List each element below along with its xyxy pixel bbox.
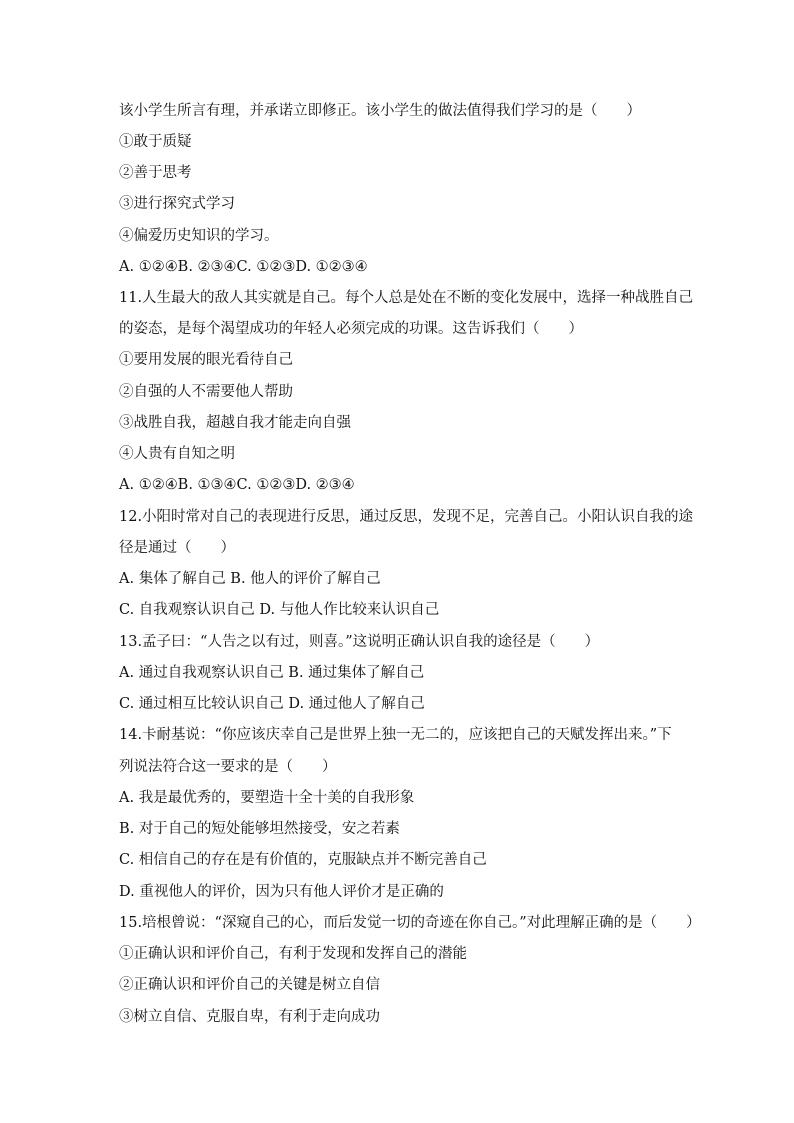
question-10-option-3: ③进行探究式学习 [119,196,235,212]
question-13-choices-ab: A. 通过自我观察认识自己 B. 通过集体了解自己 [119,665,425,681]
question-12-choices-cd: C. 自我观察认识自己 D. 与他人作比较来认识自己 [119,602,440,618]
question-13-choices-cd: C. 通过相互比较认识自己 D. 通过他人了解自己 [119,696,425,712]
question-10-choices: A. ①②④B. ②③④C. ①②③D. ①②③④ [119,259,368,275]
question-14-choice-c: C. 相信自己的存在是有价值的，克服缺点并不断完善自己 [119,852,487,868]
question-14-choice-a: A. 我是最优秀的，要塑造十全十美的自我形象 [119,790,415,806]
question-11-option-2: ②自强的人不需要他人帮助 [119,384,293,400]
question-14-choice-d: D. 重视他人的评价，因为只有他人评价才是正确的 [119,884,444,900]
question-10-option-2: ②善于思考 [119,165,192,181]
question-14-stem-line-2: 列说法符合这一要求的是（ ） [119,759,337,775]
question-13-stem: 13.孟子曰：“人告之以有过，则喜。”这说明正确认识自我的途径是（ ） [119,634,600,650]
question-11-option-1: ①要用发展的眼光看待自己 [119,352,293,368]
question-15-option-2: ②正确认识和评价自己的关键是树立自信 [119,977,380,993]
question-14-stem-line-1: 14.卡耐基说：“你应该庆幸自己是世界上独一无二的，应该把自己的天赋发挥出来。”下 [119,727,672,743]
question-11-option-4: ④人贵有自知之明 [119,446,235,462]
question-11-choices: A. ①②④B. ①③④C. ①②③D. ②③④ [119,477,355,493]
question-11-stem-line-2: 的姿态，是每个渴望成功的年轻人必须完成的功课。这告诉我们（ ） [119,321,583,337]
question-15-option-1: ①正确认识和评价自己，有利于发现和发挥自己的潜能 [119,946,467,962]
question-12-stem-line-2: 径是通过（ ） [119,540,235,556]
question-10-stem-end: 该小学生所言有理，并承诺立即修正。该小学生的做法值得我们学习的是（ ） [119,103,641,119]
question-15-option-3: ③树立自信、克服自卑，有利于走向成功 [119,1009,380,1025]
question-12-choices-ab: A. 集体了解自己 B. 他人的评价了解自己 [119,571,381,587]
question-14-choice-b: B. 对于自己的短处能够坦然接受，安之若素 [119,821,400,837]
question-12-stem-line-1: 12.小阳时常对自己的表现进行反思，通过反思，发现不足，完善自己。小阳认识自我的途 [119,509,694,525]
question-10-option-4: ④偏爱历史知识的学习。 [119,228,279,244]
question-15-stem: 15.培根曾说：“深窥自己的心，而后发觉一切的奇迹在你自己。”对此理解正确的是（ ） [119,915,701,931]
question-11-stem-line-1: 11.人生最大的敌人其实就是自己。每个人总是处在不断的变化发展中，选择一种战胜自己 [119,290,694,306]
question-11-option-3: ③战胜自我，超越自我才能走向自强 [119,415,351,431]
question-10-option-1: ①敢于质疑 [119,134,192,150]
